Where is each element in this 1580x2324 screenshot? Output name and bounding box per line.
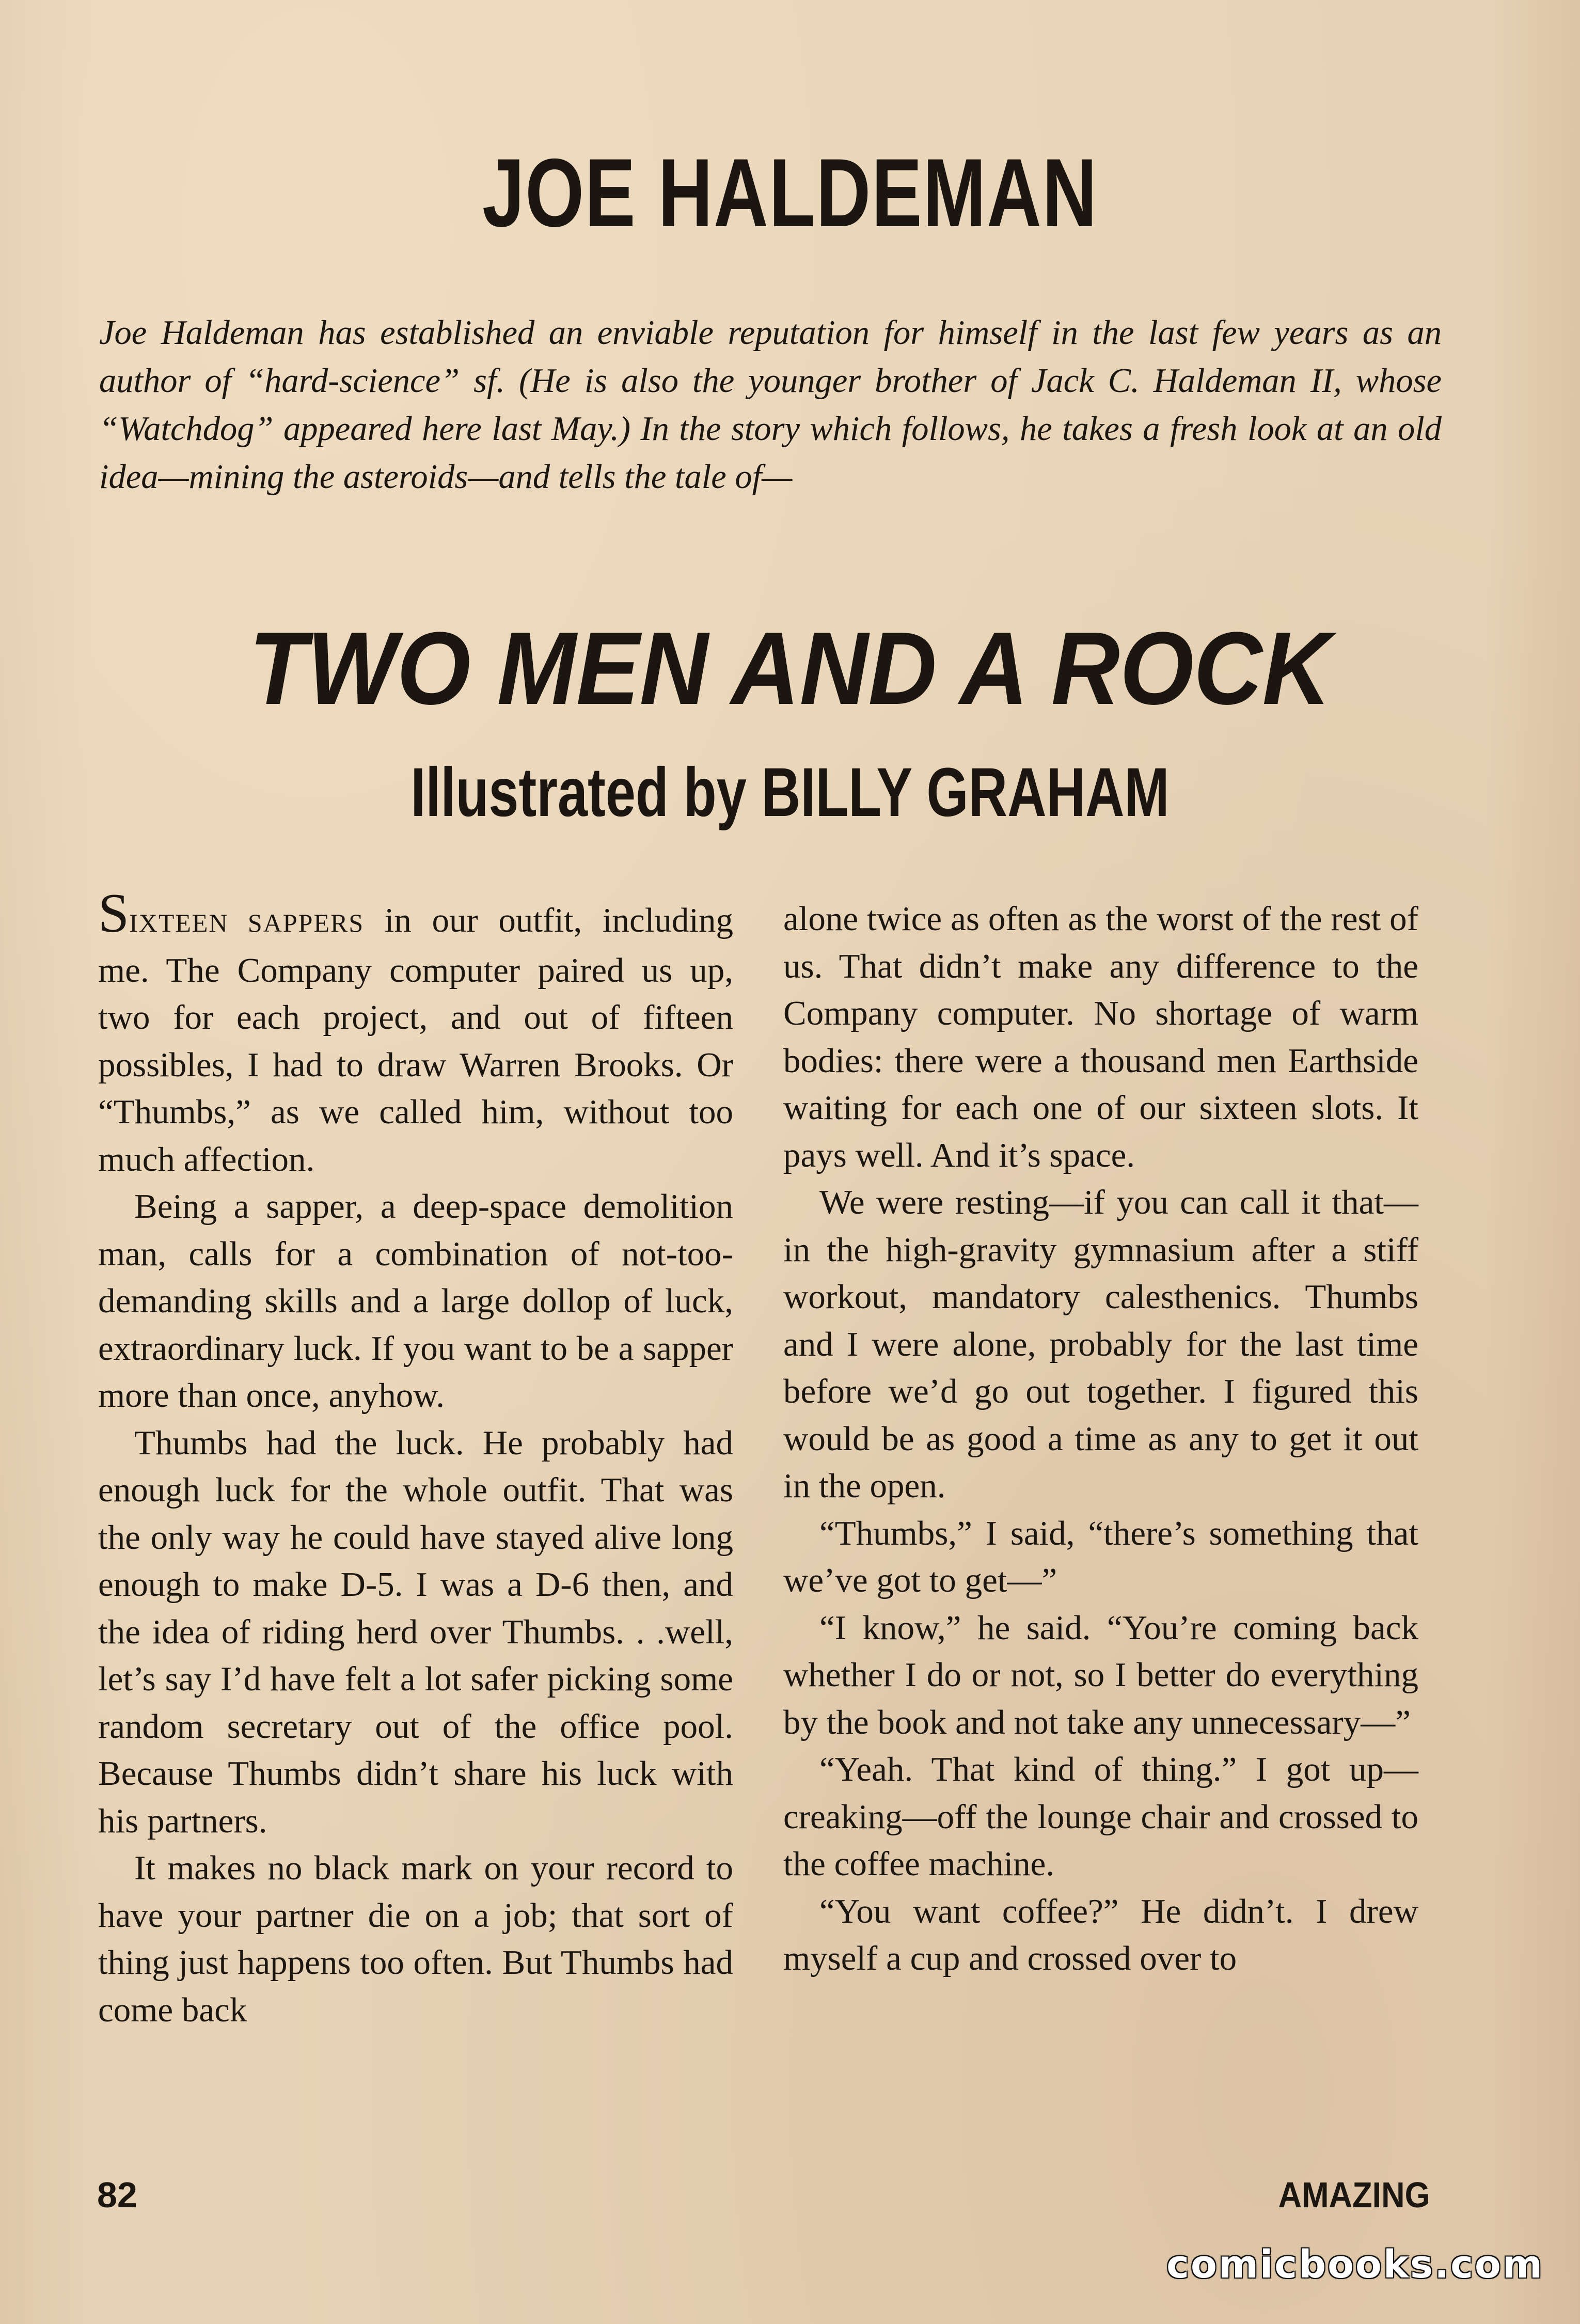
body-paragraph-1 xyxy=(98,883,733,1183)
small-caps-lead: IXTEEN SAPPERS xyxy=(129,908,365,937)
body-paragraph-6: “Thumbs,” I said, “there’s something that we’ve got to get—” xyxy=(783,1514,1418,1599)
body-paragraph-7: “I know,” he said. “You’re coming back whether I do or not, so I better do everything by the book and not take any unnecessary—” xyxy=(783,1608,1418,1741)
story-title: TWO MEN AND A ROCK xyxy=(249,611,1331,726)
body-paragraph-2: Being a sapper, a deep-space demolition man, calls for a combination of not-too-demanding skills and a large dollop of luck, extraordinary luck. If you want to be a sapper more than once, anyhow. xyxy=(98,1187,733,1415)
author-heading: JOE HALDEMAN xyxy=(482,138,1098,247)
body-paragraph-4-continued: alone twice as often as the worst of the rest of us. That didn’t make any difference to the Company computer. No shortage of warm bodies: there were a thousand men Earthside waiting for each one of our sixteen slots. It pays well. And it’s space. xyxy=(783,900,1418,1174)
intro-paragraph: Joe Haldeman has established an enviable reputation for himself in the last few years as an author of “hard-science” sf. (He is also the younger brother of Jack C. Haldeman II, whose “Watchdog” appeared here last May.) In the story which follows, he takes a fresh look at an old idea—mining the asteroids—and tells the tale of— xyxy=(99,314,1442,496)
drop-cap: S xyxy=(98,883,130,944)
watermark: comicbooks.com xyxy=(1166,2242,1544,2287)
page-number: 82 xyxy=(97,2175,137,2215)
body-paragraph-4: It makes no black mark on your record to have your partner die on a job; that sort of thing just happens too often. But Thumbs had come back xyxy=(98,1849,733,2029)
body-column-left xyxy=(98,883,733,2034)
magazine-name: AMAZING xyxy=(1278,2175,1430,2215)
body-paragraph-5: We were resting—if you can call it that—in the high-gravity gymnasium after a stiff workout, mandatory calesthenics. Thumbs and I were alone, probably for the last time before we’d go out together. I figured this would be as good a time as any to get it out in the open. xyxy=(783,1183,1418,1505)
body-column-right xyxy=(783,896,1418,1983)
byline: Illustrated by BILLY GRAHAM xyxy=(410,754,1170,831)
body-paragraph-3: Thumbs had the luck. He probably had enough luck for the whole outfit. That was the only way he could have stayed alive long enough to make D-5. I was a D-6 then, and the idea of riding herd over Thumbs. . .well, let’s say I’d have felt a lot safer picking some random secretary out of the office pool. Because Thumbs didn’t share his luck with his partners. xyxy=(98,1423,733,1840)
body-paragraph-9: “You want coffee?” He didn’t. I drew myself a cup and crossed over to xyxy=(783,1892,1418,1977)
body-paragraph-8: “Yeah. That kind of thing.” I got up—creaking—off the lounge chair and crossed to the coffee machine. xyxy=(783,1750,1418,1883)
body-paragraph-1-text: in our outfit, including me. The Company computer paired us up, two for each project, and out of fifteen possibles, I had to draw Warren Brooks. Or “Thumbs,” as we called him, without too much affection. xyxy=(98,901,733,1179)
